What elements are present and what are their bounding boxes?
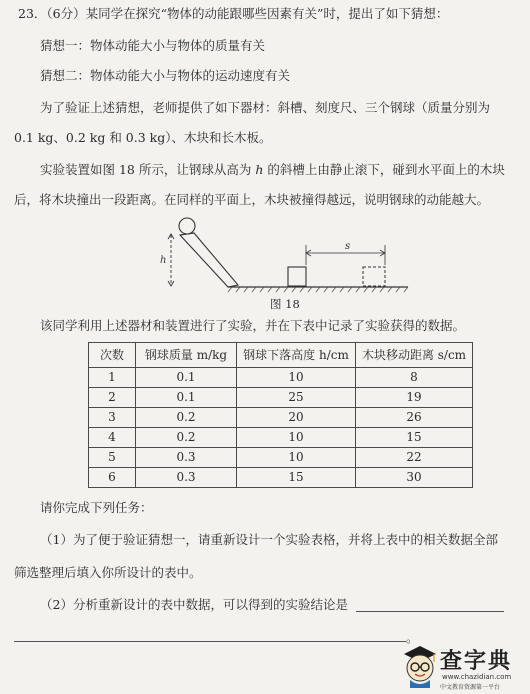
table-cell: 15 [356, 428, 473, 448]
moved-block [363, 267, 385, 286]
table-cell: 22 [356, 448, 473, 468]
table-cell: 3 [89, 408, 136, 428]
steel-ball [179, 218, 195, 234]
logo-url: www.chazidian.com [442, 673, 512, 681]
table-row [89, 388, 473, 408]
table-cell: 0.1 [136, 388, 237, 408]
materials-line-2: 0.1 kg、0.2 kg 和 0.3 kg）、木块和长木板。 [14, 130, 272, 145]
answer-blank-2[interactable] [14, 641, 406, 642]
answer-blank-1[interactable] [356, 611, 504, 612]
ground-hatching [228, 287, 408, 292]
table-row [89, 428, 473, 448]
setup-line-1 [40, 162, 505, 178]
col-header-distance: 木块移动距离 s/cm [356, 343, 473, 368]
logo-name: 查字典 [440, 649, 513, 674]
table-row [89, 468, 473, 488]
table-row [89, 368, 473, 388]
table-cell: 26 [356, 408, 473, 428]
task-1-line-2: 筛选整理后填入你所设计的表中。 [14, 565, 202, 580]
guess-two: 猜想二：物体动能大小与物体的运动速度有关 [40, 68, 291, 83]
tasks-intro: 请你完成下列任务： [40, 500, 153, 515]
site-logo [398, 640, 530, 694]
table-cell: 19 [356, 388, 473, 408]
table-header-row [89, 343, 473, 368]
height-label: h [160, 255, 167, 266]
table-cell: 0.3 [136, 468, 237, 488]
setup-text-a: 实验装置如图 18 所示，让钢球从高为 [40, 162, 256, 177]
table-cell: 5 [89, 448, 136, 468]
table-cell: 20 [237, 408, 356, 428]
table-cell: 10 [237, 448, 356, 468]
table-cell: 0.1 [136, 368, 237, 388]
table-cell: 8 [356, 368, 473, 388]
table-cell: 6 [89, 468, 136, 488]
table-cell: 2 [89, 388, 136, 408]
table-cell: 10 [237, 368, 356, 388]
logo-tagline: 中文教育资源第一平台 [440, 684, 501, 691]
scholar-mascot-icon [400, 642, 440, 690]
wooden-block [288, 267, 306, 286]
table-cell: 0.2 [136, 428, 237, 448]
table-row [89, 408, 473, 428]
ramp [180, 233, 238, 287]
distance-label: s [345, 241, 351, 252]
height-symbol: h [255, 162, 264, 177]
question-header: 23．（6分）某同学在探究“物体的动能跟哪些因素有关”时，提出了如下猜想： [18, 6, 449, 21]
table-cell: 15 [237, 468, 356, 488]
end-period: 。 [406, 630, 419, 645]
table-cell: 0.2 [136, 408, 237, 428]
task-1-line-1: （1）为了便于验证猜想一，请重新设计一个实验表格，并将上表中的相关数据全部 [40, 532, 498, 547]
col-header-mass: 钢球质量 m/kg [136, 343, 237, 368]
materials-line-1: 为了验证上述猜想，老师提供了如下器材：斜槽、刻度尺、三个钢球（质量分别为 [40, 100, 491, 115]
data-table [88, 342, 473, 488]
setup-text-b: 的斜槽上由静止滚下，碰到水平面上的木块 [263, 162, 505, 177]
table-row [89, 448, 473, 468]
table-cell: 25 [237, 388, 356, 408]
table-cell: 0.3 [136, 448, 237, 468]
col-header-height: 钢球下落高度 h/cm [237, 343, 356, 368]
col-header-trial: 次数 [89, 343, 136, 368]
figure-caption: 图 18 [270, 297, 300, 311]
setup-line-2: 后，将木块撞出一段距离。在同样的平面上，木块被撞得越远，说明钢球的动能越大。 [14, 192, 490, 207]
data-intro: 该同学利用上述器材和装置进行了实验，并在下表中记录了实验获得的数据。 [40, 318, 466, 333]
table-cell: 30 [356, 468, 473, 488]
task-2: （2）分析重新设计的表中数据，可以得到的实验结论是 [40, 597, 348, 612]
table-cell: 4 [89, 428, 136, 448]
table-cell: 10 [237, 428, 356, 448]
guess-one: 猜想一：物体动能大小与物体的质量有关 [40, 38, 266, 53]
table-cell: 1 [89, 368, 136, 388]
